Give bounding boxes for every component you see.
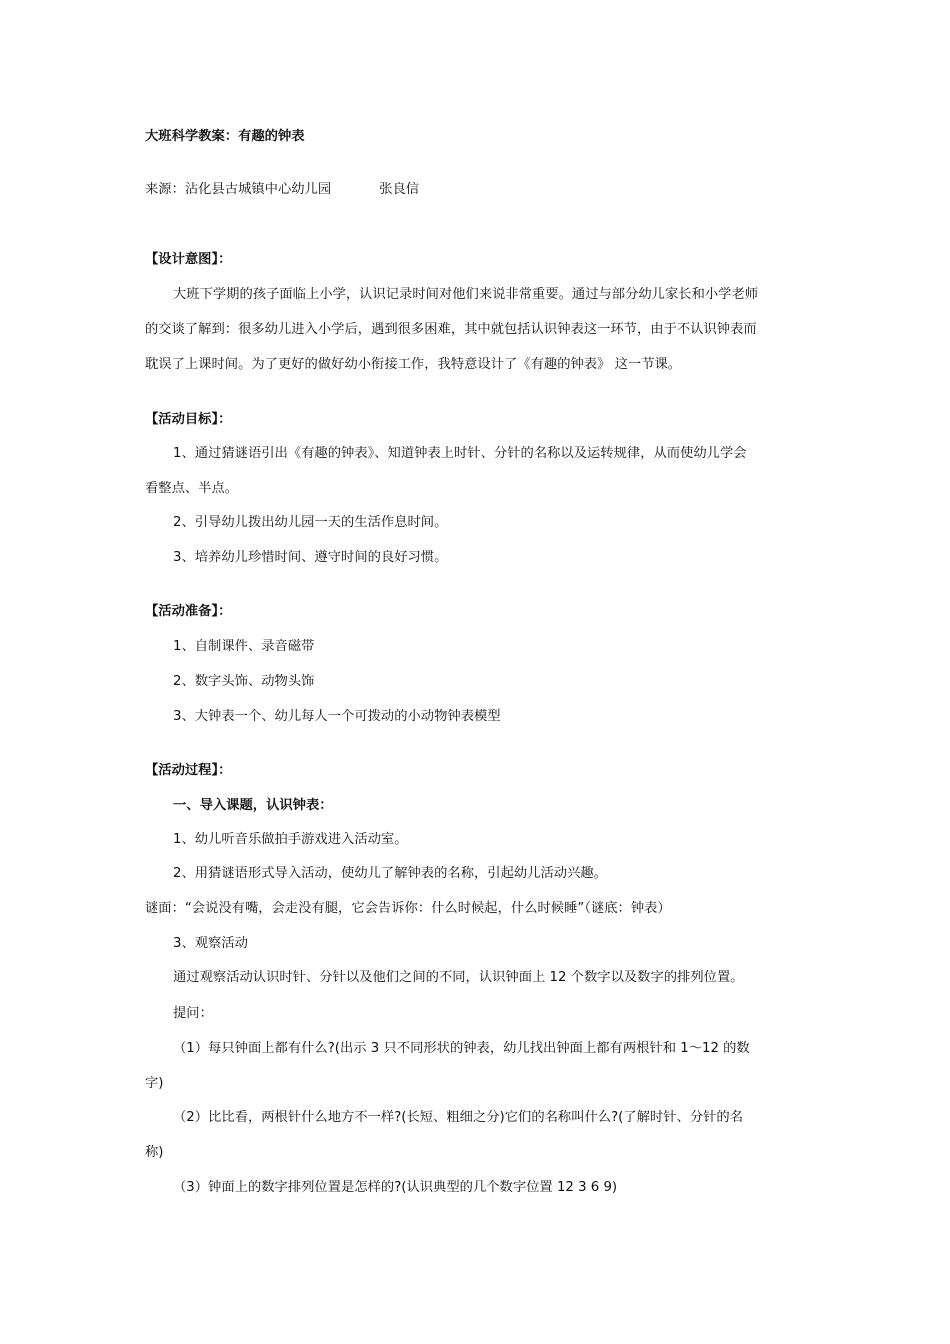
design-paragraph-line-2: 的交谈了解到：很多幼儿进入小学后，遇到很多困难，其中就包括认识钟表这一环节，由于不认识钟表而 [145, 322, 757, 337]
question-1-line-2: 字) [145, 1076, 164, 1091]
prep-item-2: 2、数字头饰、动物头饰 [173, 674, 315, 689]
goal-3: 3、培养幼儿珍惜时间、遵守时间的良好习惯。 [173, 550, 448, 565]
question-3: （3）钟面上的数字排列位置是怎样的?(认识典型的几个数字位置 12 3 6 9) [173, 1180, 618, 1195]
observe-text: 通过观察活动认识时针、分针以及他们之间的不同，认识钟面上 12 个数字以及数字的排列位置。 [173, 970, 744, 985]
process-step-3: 3、观察活动 [173, 936, 248, 951]
question-2-line-1: （2）比比看，两根针什么地方不一样?(长短、粗细之分)它们的名称叫什么?(了解时针、分针的名 [173, 1110, 744, 1125]
prep-heading: 【活动准备】： [145, 604, 232, 619]
prep-item-1: 1、自制课件、录音磁带 [173, 639, 315, 654]
goals-heading: 【活动目标】： [145, 412, 232, 427]
document-title: 大班科学教案：有趣的钟表 [145, 129, 305, 144]
question-2-line-2: 称) [145, 1145, 164, 1160]
process-subheading-1: 一、导入课题，认识钟表： [173, 798, 333, 813]
design-paragraph-line-3: 耽误了上课时间。为了更好的做好幼小衔接工作，我特意设计了《有趣的钟表》 这一节课。 [145, 357, 682, 372]
goal-1-line-2: 看整点、半点。 [145, 481, 239, 496]
process-step-1: 1、幼儿听音乐做拍手游戏进入活动室。 [173, 832, 408, 847]
design-paragraph-line-1: 大班下学期的孩子面临上小学，认识记录时间对他们来说非常重要。通过与部分幼儿家长和小学老师 [173, 287, 759, 302]
riddle-text: 谜面：“会说没有嘴，会走没有腿，它会告诉你：什么时候起，什么时候睡”（谜底：钟表） [145, 901, 671, 916]
author-name: 张良信 [379, 182, 420, 197]
source-line [145, 180, 810, 200]
goal-2: 2、引导幼儿拨出幼儿园一天的生活作息时间。 [173, 515, 448, 530]
process-heading: 【活动过程】： [145, 763, 232, 778]
goal-1-line-1: 1、通过猜谜语引出《有趣的钟表》、知道钟表上时针、分针的名称以及运转规律，从而使幼儿学会 [173, 446, 747, 461]
question-1-line-1: （1）每只钟面上都有什么?(出示 3 只不同形状的钟表，幼儿找出钟面上都有两根针和 1～12 的数 [173, 1041, 750, 1056]
question-prompt: 提问： [173, 1006, 213, 1021]
process-step-2: 2、用猜谜语形式导入活动，使幼儿了解钟表的名称，引起幼儿活动兴趣。 [173, 866, 607, 881]
source-label: 来源：沾化县古城镇中心幼儿园 [145, 182, 332, 197]
design-heading: 【设计意图】： [145, 252, 232, 267]
prep-item-3: 3、大钟表一个、幼儿每人一个可拨动的小动物钟表模型 [173, 709, 501, 724]
